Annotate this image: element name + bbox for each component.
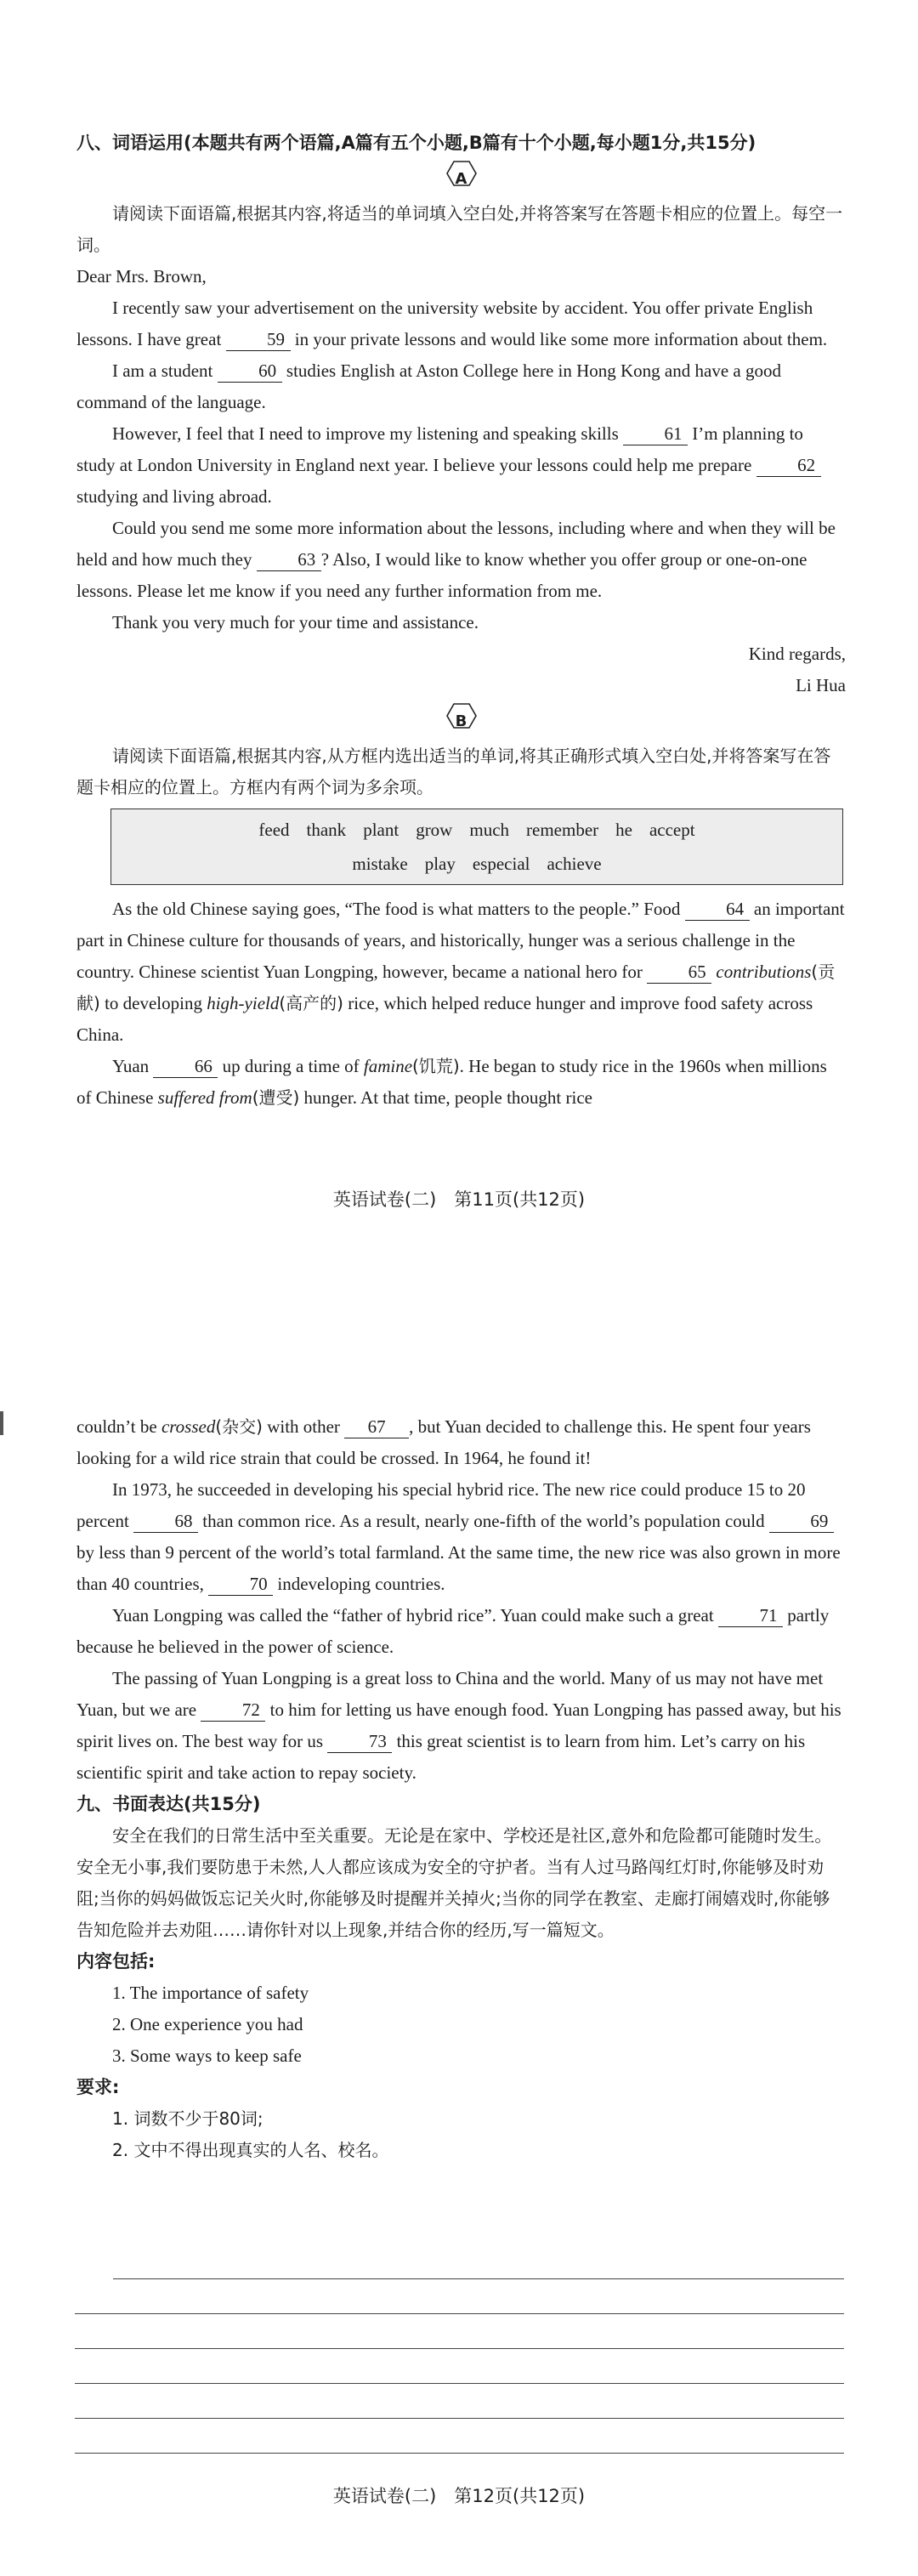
gloss: (贡献) [76,962,836,1013]
blank-64[interactable]: 64 [685,898,750,921]
part-b-paragraph-1 [76,894,846,1051]
part-b-paragraph-6 [76,1663,846,1789]
word-option: accept [649,820,695,840]
letter-greeting: Dear Mrs. Brown, [76,266,207,287]
word-option: feed [258,820,290,840]
part-b-paragraph-3 [76,1411,846,1474]
text: with other [262,1416,345,1437]
blank-59[interactable]: 59 [226,328,291,351]
text: high-yield [207,993,280,1013]
part-b-label: B [455,712,468,730]
content-item: 3. Some ways to keep safe [112,2045,302,2066]
text: this great scientist is to learn from him. Let’s carry on his scientific spirit and take action to repay society. [76,1731,806,1783]
text: In 1973, he succeeded in developing his special hybrid rice. The new rice could produce 15 to 20 percent [76,1479,806,1531]
text: crossed [161,1416,216,1437]
text: I am a student [112,360,218,381]
part-b-badge-row [76,701,846,740]
text: partly because he believed in the power of science. [76,1605,830,1657]
page-12-footer: 英语试卷(二) 第12页(共12页) [332,2486,586,2506]
word-option: grow [416,820,453,840]
blank-71[interactable]: 71 [718,1604,783,1627]
blank-62[interactable]: 62 [756,454,821,477]
blank-67[interactable]: 67 [344,1416,409,1438]
text: I’m planning to study at London University in England next year. I believe your lessons could help me prepare [76,423,803,475]
word-option: especial [472,854,530,874]
text: As the old Chinese saying goes, “The food is what matters to the people.” Food [112,899,685,919]
gloss: (杂交) [215,1416,263,1437]
blank-70[interactable]: 70 [208,1573,273,1596]
text: The passing of Yuan Longping is a great loss to China and the world. Many of us may not have met Yuan, but we are [76,1668,824,1720]
writing-prompt: 安全在我们的日常生活中至关重要。无论是在家中、学校还是社区,意外和危险都可能随时发生。安全无小事,我们要防患于未然,人人都应该成为安全的守护者。当有人过马路闯红灯时,你能够及时劝阻;当你的妈妈做饭忘记关火时,你能够及时提醒并关掉火;当你的同学在教室、走廊打闹嬉戏时,你能够告知危险并去劝阻……请你针对以上现象,并结合你的经历,写一篇短文。 [76,1825,832,1940]
gloss: (饥荒) [412,1056,460,1076]
text: contributions [716,962,812,982]
word-option: he [615,820,632,840]
word-option: much [469,820,510,840]
part-a-paragraph-4 [76,513,846,607]
content-item: 1. The importance of safety [112,1983,309,2003]
text: studies English at Aston College here in Hong Kong and have a good command of the language. [76,360,781,412]
text: studying and living abroad. [76,486,272,507]
content-list [76,1977,846,2072]
page11-content [76,128,846,1114]
content-item: 2. One experience you had [112,2014,303,2034]
exam-page-11 [0,0,918,1275]
blank-69[interactable]: 69 [769,1510,834,1533]
blank-61[interactable]: 61 [623,423,688,445]
text: in your private lessons and would like some more information about them. [290,329,828,349]
text: I recently saw your advertisement on the university website by accident. You offer private English lessons. I have great [76,298,813,349]
blank-60[interactable]: 60 [218,360,282,383]
word-option: thank [306,820,347,840]
word-box-row-2 [111,847,842,881]
part-b-paragraph-2 [76,1051,846,1114]
answer-line[interactable] [75,2314,844,2349]
text: Could you send me some more information about the lessons, including where and when they will be held and how much they [76,518,836,570]
gloss: (高产的) [279,993,343,1013]
text: Yuan [112,1056,154,1076]
part-b-instructions: 请阅读下面语篇,根据其内容,从方框内选出适当的单词,将其正确形式填入空白处,并将答案写在答题卡相应的位置上。方框内有两个词为多余项。 [76,746,831,797]
text: by less than 9 percent of the world’s total farmland. At the same time, the new rice was also grown in more than 40 countries, [76,1542,841,1594]
text: hunger. At that time, people thought rice [299,1087,592,1108]
word-option: achieve [547,854,602,874]
text: an important part in Chinese culture for thousands of years, and historically, hunger was a serious challenge in the country. Chinese scientist Yuan Longping, however, became a national hero for [76,899,845,982]
text: . He began to study rice in the 1960s when millions of Chinese [76,1056,827,1108]
text: rice, which helped reduce hunger and improve food safety across China. [76,993,813,1045]
word-box-row-1 [111,813,842,847]
answer-line[interactable] [75,2384,844,2419]
text: indeveloping countries. [273,1574,445,1594]
exam-page-12 [0,1360,918,2576]
blank-72[interactable]: 72 [201,1699,265,1722]
word-box [110,809,843,885]
text: ? Also, I would like to know whether you offer group or one-on-one lessons. Please let me know if you need any further information from me. [76,549,808,601]
page12-content [76,1411,846,2166]
word-option: mistake [352,854,408,874]
part-a-paragraph-2 [76,355,846,418]
word-option: plant [363,820,400,840]
blank-65[interactable]: 65 [647,961,711,984]
part-b-paragraph-5 [76,1600,846,1663]
text: to him for letting us have enough food. Yuan Longping has passed away, but his spirit lives on. The best way for us [76,1699,842,1751]
blank-68[interactable]: 68 [133,1510,198,1533]
content-heading: 内容包括: [76,1951,156,1972]
answer-line[interactable] [75,2349,844,2384]
text: However, I feel that I need to improve my listening and speaking skills [112,423,624,444]
section9-title: 九、书面表达(共15分) [76,1794,261,1814]
gloss: (遭受) [252,1087,300,1108]
requirements-heading: 要求: [76,2077,120,2097]
answer-line[interactable] [75,2279,844,2314]
text: up during a time of [218,1056,364,1076]
part-a-badge [446,161,477,186]
part-a-paragraph-1 [76,292,846,355]
answer-line[interactable] [75,2419,844,2454]
section8-title: 八、词语运用(本题共有两个语篇,A篇有五个小题,B篇有十个小题,每小题1分,共15分) [76,133,756,153]
requirement-item: 1. 词数不少于80词; [112,2108,264,2129]
word-option: remember [526,820,599,840]
part-b-paragraph-4 [76,1474,846,1600]
text: to developing [99,993,207,1013]
blank-66[interactable]: 66 [153,1055,218,1078]
blank-73[interactable]: 73 [327,1730,392,1753]
answer-line[interactable] [113,2244,844,2279]
part-a-paragraph-5: Thank you very much for your time and assistance. [112,612,479,633]
text: Yuan Longping was called the “father of hybrid rice”. Yuan could make such a great [112,1605,718,1626]
text: famine [363,1056,413,1076]
text: couldn’t be [76,1416,162,1437]
page-11-footer: 英语试卷(二) 第11页(共12页) [332,1189,586,1210]
blank-63[interactable]: 63 [257,548,321,571]
letter-signature: Li Hua [796,675,846,695]
requirement-item: 2. 文中不得出现真实的人名、校名。 [112,2140,389,2160]
part-a-badge-row [76,159,846,198]
letter-closing: Kind regards, [748,644,846,664]
word-option: play [424,854,456,874]
answer-lines[interactable] [75,2244,844,2454]
text: , but Yuan decided to challenge this. He spent four years looking for a wild rice strain that could be crossed. In 1964, he found it! [76,1416,811,1468]
part-a-label: A [455,170,468,188]
text: than common rice. As a result, nearly one-fifth of the world’s population could [198,1511,769,1531]
part-b-badge [446,703,477,729]
requirements-list [76,2103,846,2166]
part-a-paragraph-3 [76,418,846,513]
part-a-instructions: 请阅读下面语篇,根据其内容,将适当的单词填入空白处,并将答案写在答题卡相应的位置上。每空一词。 [76,203,843,255]
text: suffered from [157,1087,252,1108]
